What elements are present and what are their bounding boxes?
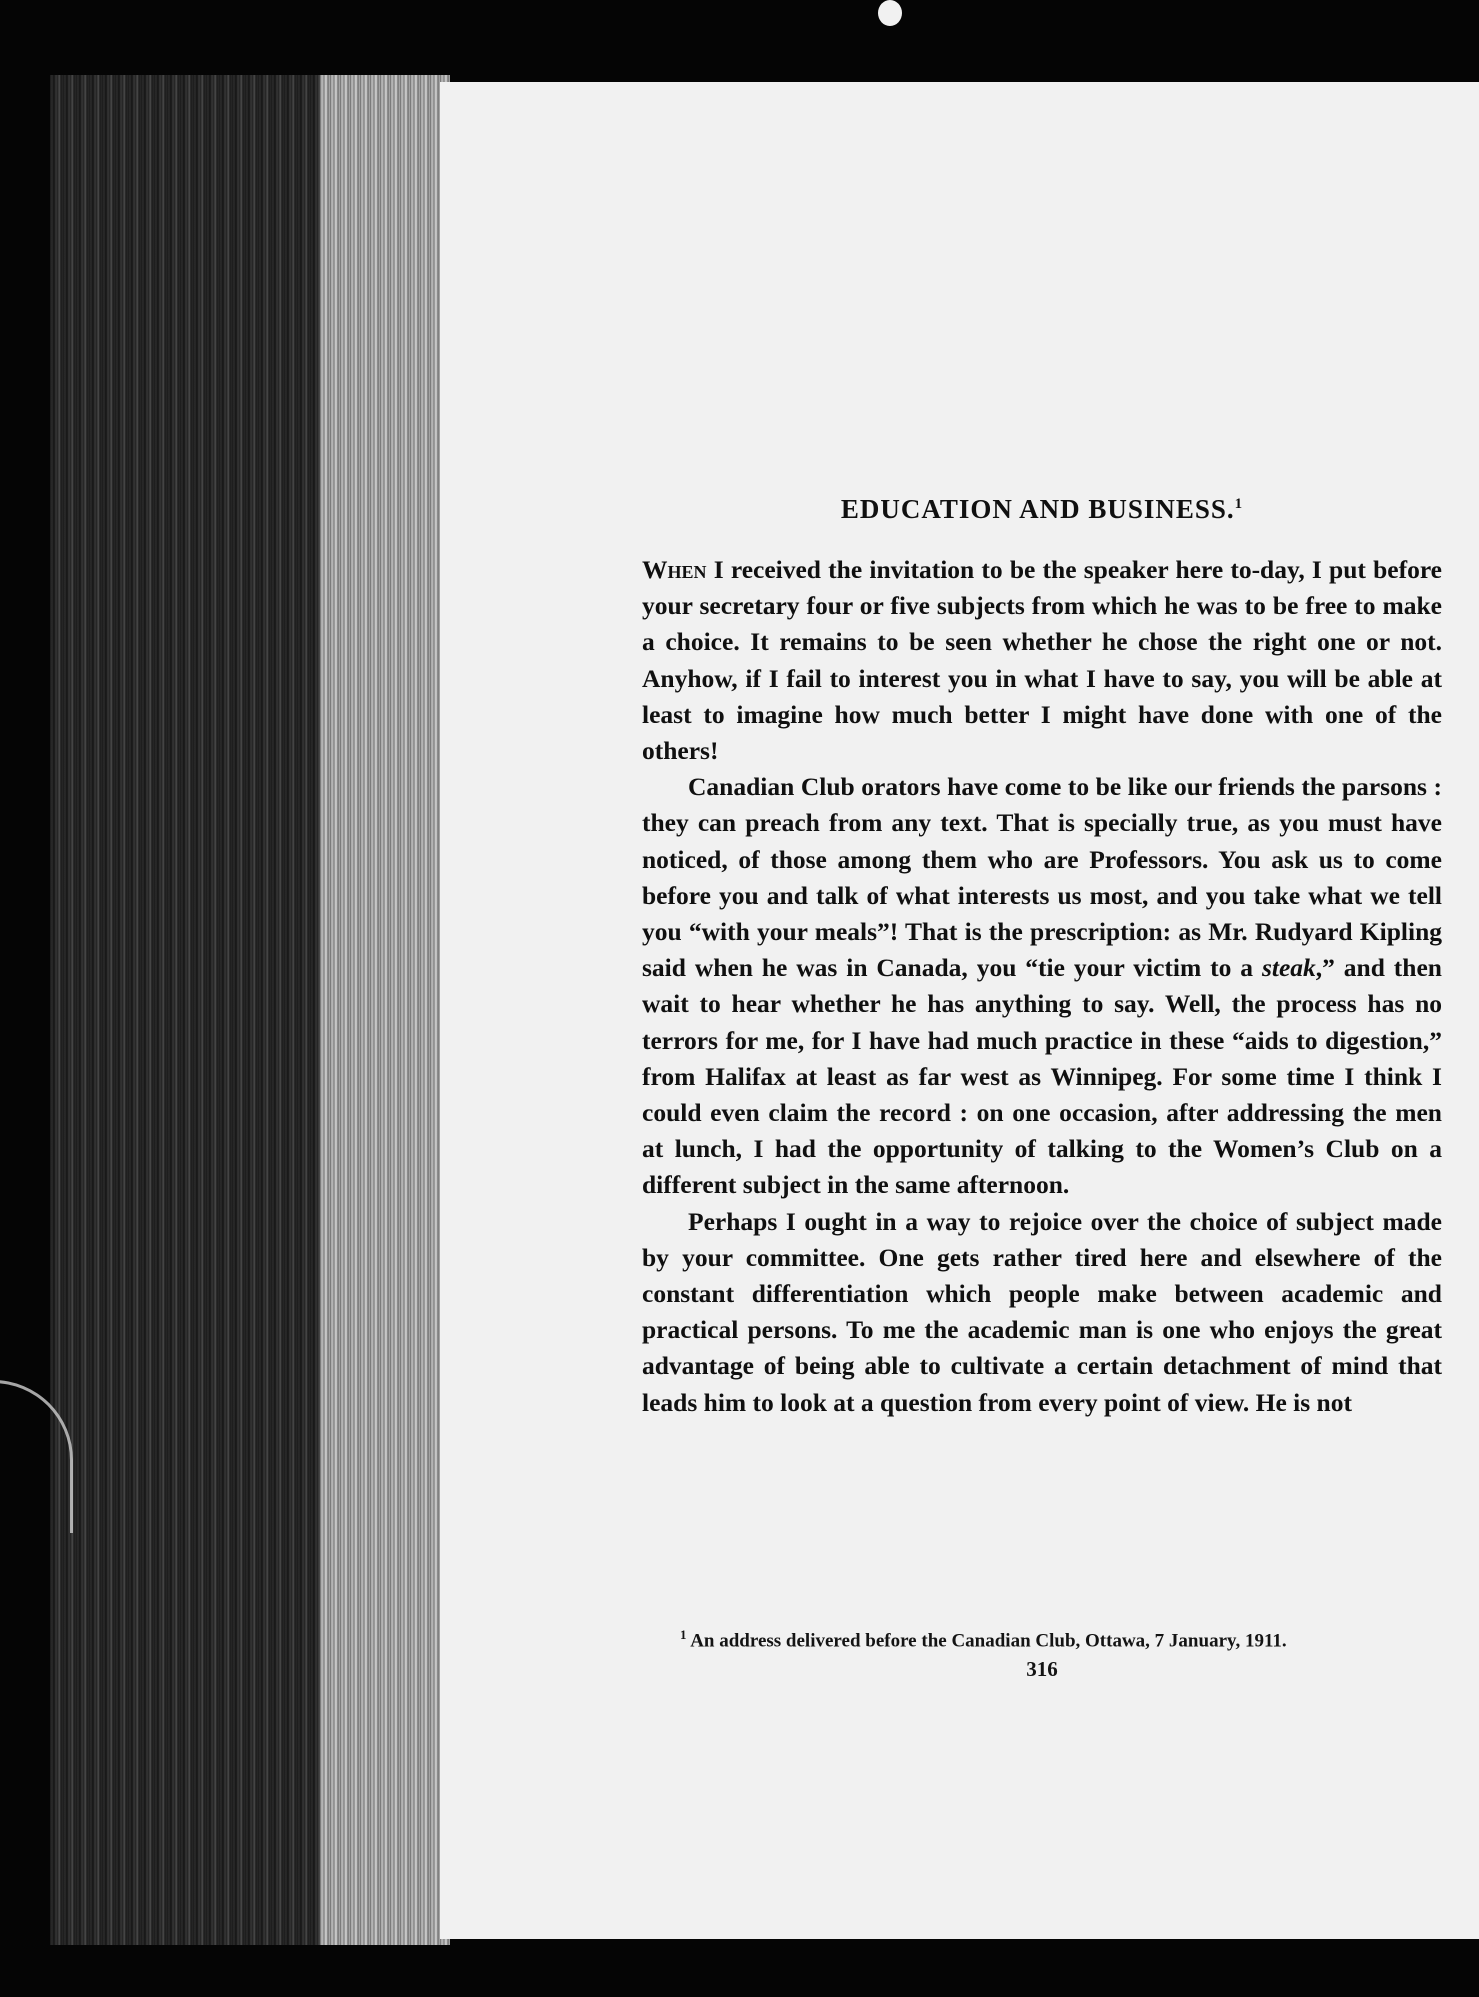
paragraph-2 [642, 769, 1442, 1203]
footnote [680, 1627, 1460, 1652]
paragraph-1-lead: When [642, 555, 707, 584]
paragraph-2-text-a: Canadian Club orators have come to be like our friends the parsons : they can preach from any text. That is specially true, as you must have noticed, of those among them who are Professors. You ask us to come before you and talk of what interests us most, and you take what we tell you “with your meals”! That is the prescription: as Mr. Rudyard Kipling said when he was in Canada, you “tie your victim to a [642, 772, 1442, 983]
paragraph-3: Perhaps I ought in a way to rejoice over the choice of subject made by your committee. One gets rather tired here and elsewhere of the constant differentiation which people make between academic and practical persons. To me the academic man is one who enjoys the great advantage of being able to cultivate a certain detachment of mind that leads him to look at a question from every point of view. He is not [642, 1206, 1442, 1417]
chapter-title-text: EDUCATION AND BUSINESS. [840, 494, 1235, 524]
chapter-title [642, 494, 1442, 525]
paragraph-1 [642, 552, 1442, 769]
paragraph-2-italic: steak [1261, 953, 1316, 983]
binding-hole [878, 0, 902, 26]
footnote-mark: 1 [680, 1627, 687, 1642]
body-text [642, 552, 1442, 1421]
paragraph-2-text-b: ,” and then wait to hear whether he has anything to say. Well, the process has no terrors for me, for I have had much practice in these “aids to digestion,” from Halifax at least as far west as Winnipeg. For some time I think I could even claim the record : on one occasion, after addressing the men at lunch, I had the opportunity of talking to the Women’s Club on a different subject in the same afternoon. [642, 953, 1442, 1200]
footnote-text: An address delivered before the Canadian Club, Ottawa, 7 January, 1911. [686, 1630, 1287, 1652]
footnote-reference: 1 [1234, 496, 1244, 512]
paragraph-1-text: I received the invitation to be the speaker here to-day, I put before your secretary four or five subjects from which he was to be free to make a choice. It remains to be seen whether he chose the right one or not. Anyhow, if I fail to interest you in what I have to say, you will be able at least to imagine how much better I might have done with one of the others! [642, 555, 1442, 766]
page-number: 316 [1026, 1657, 1058, 1681]
book-page-edges [50, 75, 450, 1945]
